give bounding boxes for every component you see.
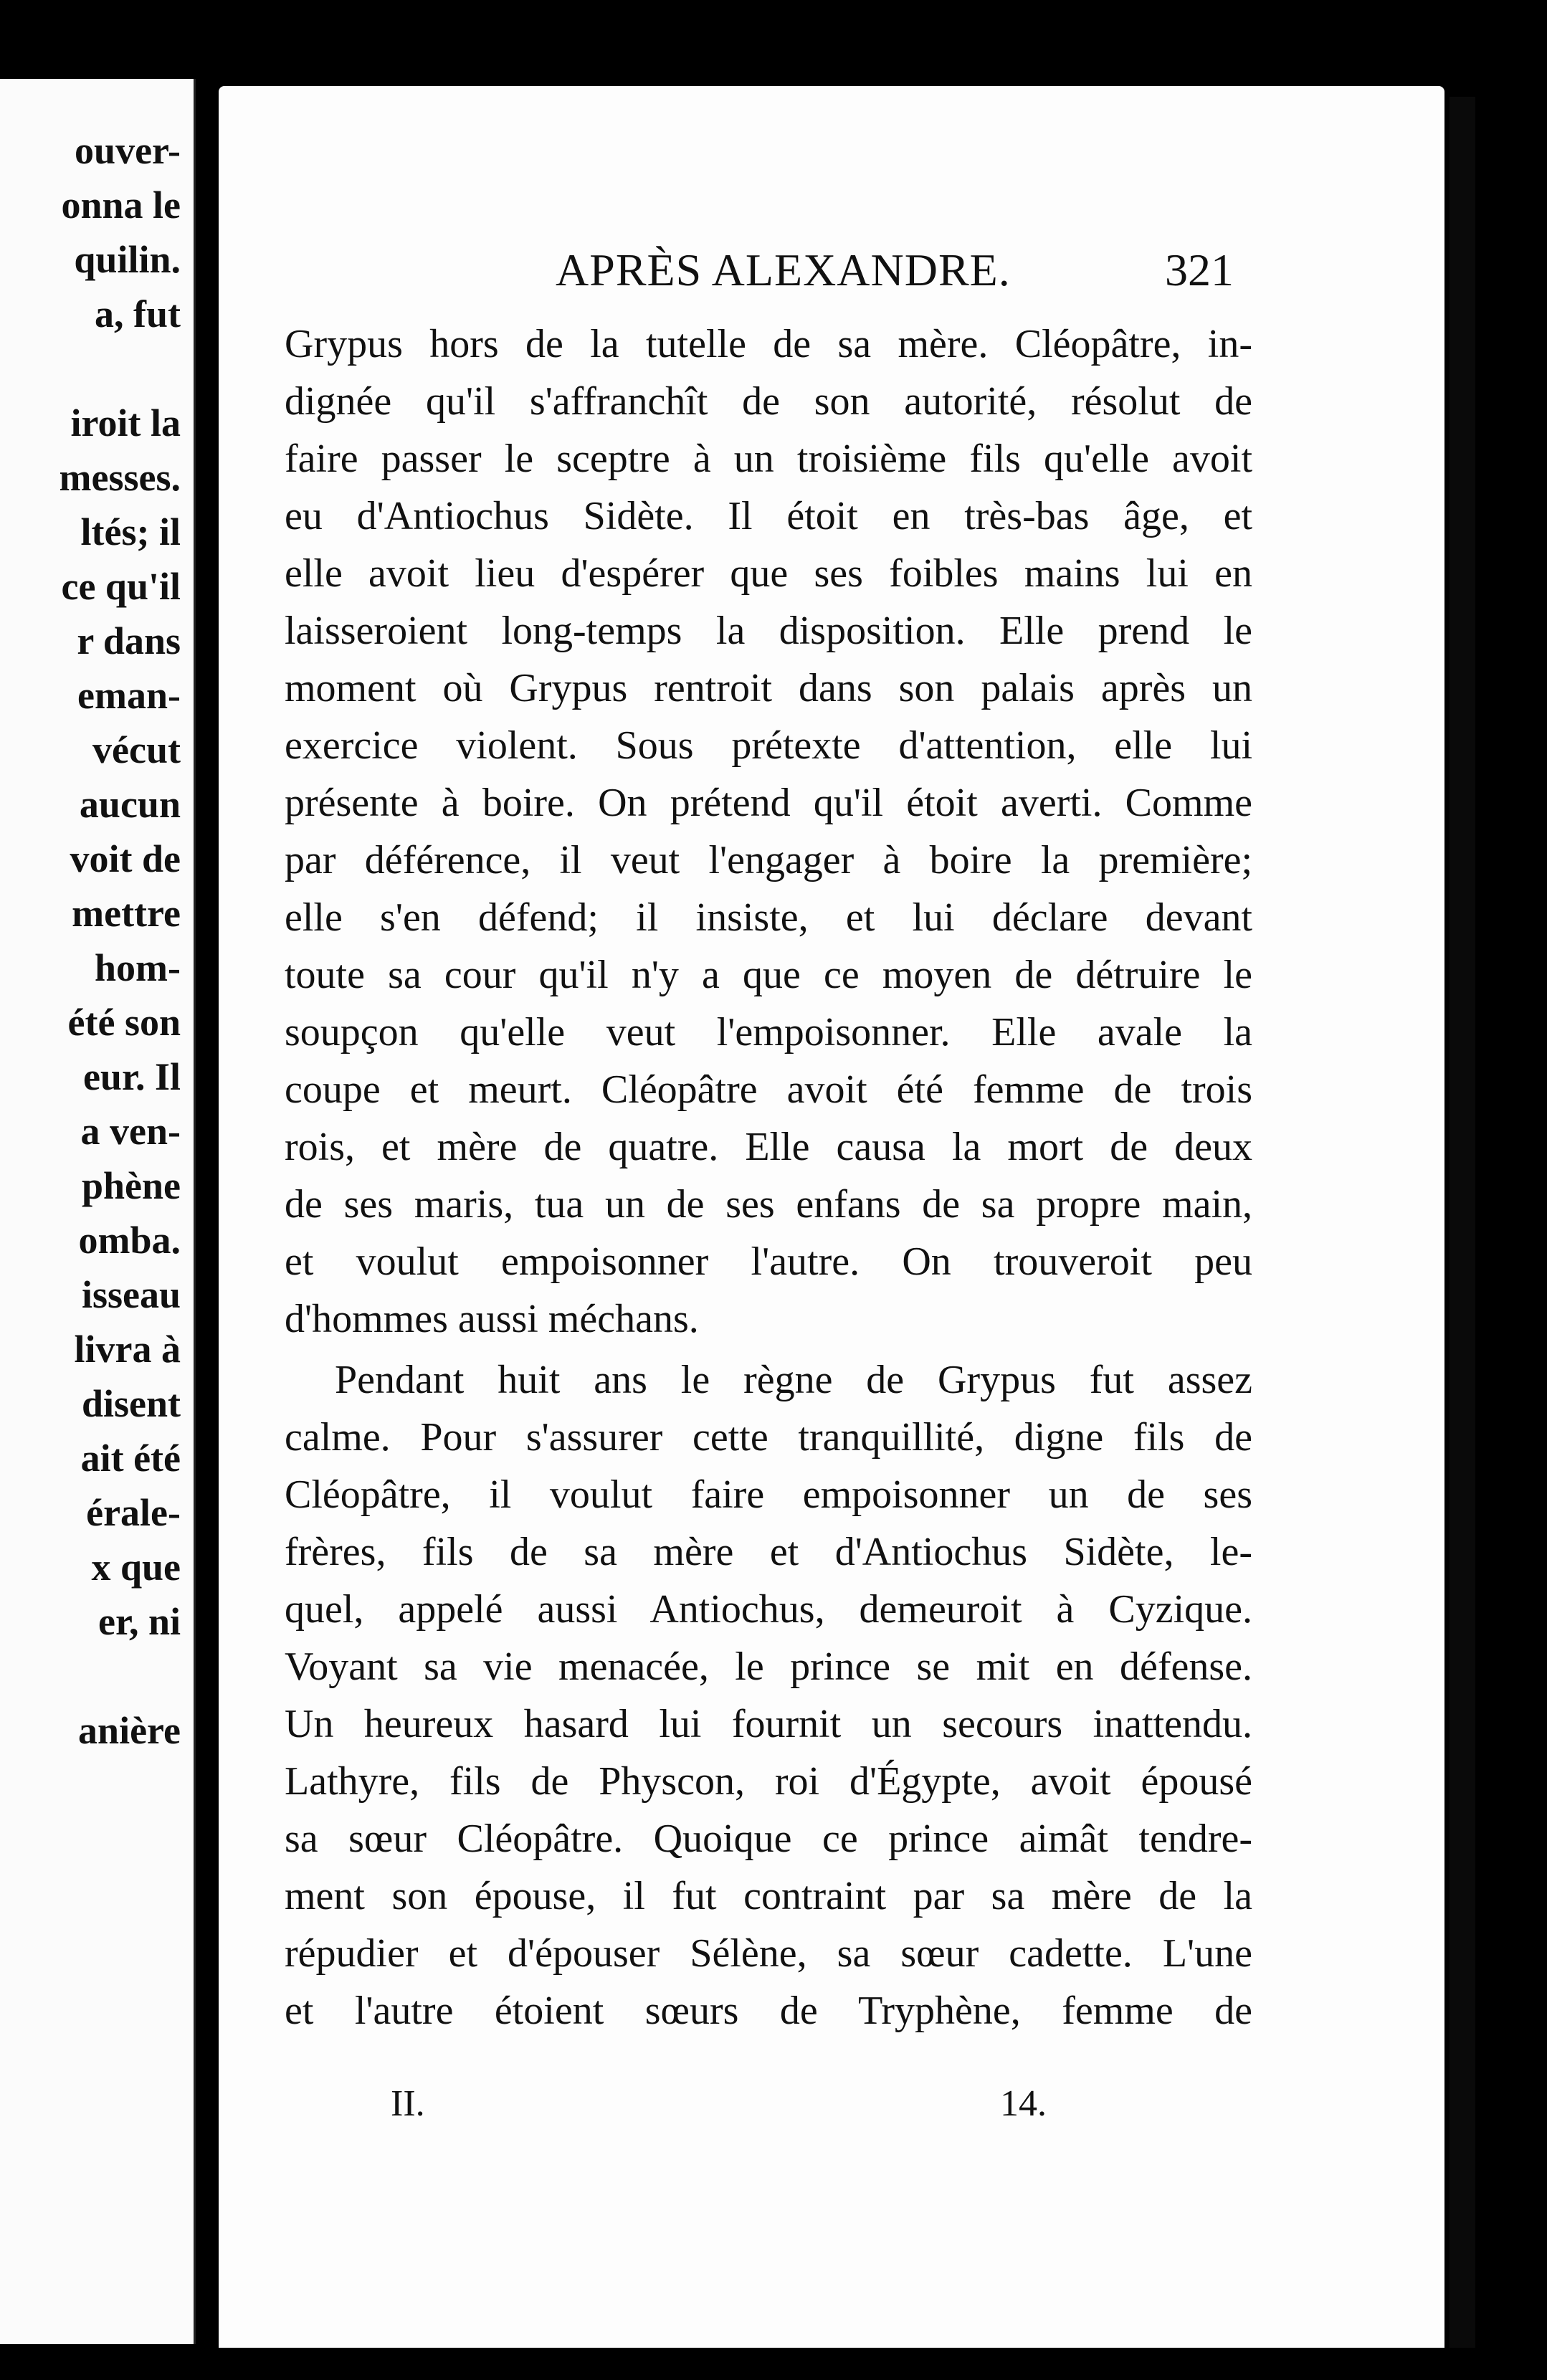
text-line: rois, et mère de quatre. Elle causa la mort de deux <box>285 1125 1252 1169</box>
left-page-line: r dans <box>77 619 181 662</box>
text-line: de ses maris, tua un de ses enfans de sa propre main, <box>285 1182 1252 1227</box>
left-page-line: onna le <box>61 184 181 227</box>
text-line: calme. Pour s'assurer cette tranquillité, digne fils de <box>285 1415 1252 1460</box>
left-page-line: eur. Il <box>82 1055 181 1098</box>
left-page-line: phène <box>81 1164 181 1207</box>
text-line: Lathyre, fils de Physcon, roi d'Égypte, avoit épousé <box>285 1759 1252 1804</box>
text-line: et l'autre étoient sœurs de Tryphène, femme de <box>285 1989 1252 2033</box>
left-page-line: x que <box>91 1546 181 1589</box>
left-page-line: vécut <box>92 728 181 771</box>
sheet-number: 14. <box>1000 2083 1047 2124</box>
right-page <box>219 86 1444 2348</box>
text-line: par déférence, il veut l'engager à boire la première; <box>285 838 1252 882</box>
left-page-line: mettre <box>72 892 181 935</box>
signature-mark: II. <box>391 2083 425 2124</box>
left-page-fragment <box>0 79 196 2344</box>
left-page-line: ait été <box>80 1437 181 1480</box>
text-line: répudier et d'épouser Sélène, sa sœur cadette. L'une <box>285 1931 1252 1976</box>
text-line: Cléopâtre, il voulut faire empoisonner un de ses <box>285 1472 1252 1517</box>
left-page-line: livra à <box>74 1328 181 1371</box>
text-line: et voulut empoisonner l'autre. On trouveroit peu <box>285 1239 1252 1284</box>
left-page-line: été son <box>67 1001 181 1044</box>
text-line: exercice violent. Sous prétexte d'attention, elle lui <box>285 723 1252 768</box>
page-number: 321 <box>1165 244 1234 295</box>
left-page-line: omba. <box>78 1219 181 1262</box>
text-line: quel, appelé aussi Antiochus, demeuroit à Cyzique. <box>285 1587 1252 1632</box>
text-line: sa sœur Cléopâtre. Quoique ce prince aimât tendre- <box>285 1817 1252 1861</box>
text-line: d'hommes aussi méchans. <box>285 1297 699 1341</box>
left-page-line: iroit la <box>70 401 181 444</box>
text-line: Un heureux hasard lui fournit un secours inattendu. <box>285 1702 1252 1746</box>
left-page-line: disent <box>81 1382 181 1425</box>
left-page-line: isseau <box>81 1273 181 1316</box>
text-line: toute sa cour qu'il n'y a que ce moyen de détruire le <box>285 953 1252 997</box>
left-page-line: ltés; il <box>80 510 181 553</box>
text-line: elle s'en défend; il insiste, et lui déclare devant <box>285 895 1252 940</box>
text-line: coupe et meurt. Cléopâtre avoit été femme de trois <box>285 1067 1252 1112</box>
left-page-line: a ven- <box>80 1110 181 1153</box>
running-head <box>219 244 1444 301</box>
left-page-line: messes. <box>59 456 181 499</box>
text-line: soupçon qu'elle veut l'empoisonner. Elle avale la <box>285 1010 1252 1055</box>
left-page-line: quilin. <box>74 238 181 281</box>
text-line: eu d'Antiochus Sidète. Il étoit en très-bas âge, et <box>285 494 1252 538</box>
left-page-line: érale- <box>86 1491 181 1534</box>
text-line: ment son épouse, il fut contraint par sa mère de la <box>285 1874 1252 1918</box>
text-line: faire passer le sceptre à un troisième fils qu'elle avoit <box>285 437 1252 481</box>
text-line: laisseroient long-temps la disposition. Elle prend le <box>285 609 1252 653</box>
text-line: dignée qu'il s'affranchît de son autorité, résolut de <box>285 379 1252 424</box>
running-title: APRÈS ALEXANDRE. <box>556 244 1011 295</box>
left-page-line: hom- <box>95 946 181 989</box>
left-page-line: ouver- <box>75 129 181 172</box>
text-line: Pendant huit ans le règne de Grypus fut assez <box>335 1358 1252 1402</box>
text-line: moment où Grypus rentroit dans son palais après un <box>285 666 1252 710</box>
left-page-line: eman- <box>77 674 181 717</box>
left-page-line: aucun <box>79 783 181 826</box>
text-line: Voyant sa vie menacée, le prince se mit en défense. <box>285 1644 1252 1689</box>
left-page-line: ce qu'il <box>61 565 181 608</box>
page-edge <box>1450 97 1475 2348</box>
left-page-line: a, fut <box>95 292 181 335</box>
text-line: présente à boire. On prétend qu'il étoit averti. Comme <box>285 781 1252 825</box>
text-line: elle avoit lieu d'espérer que ses foibles mains lui en <box>285 551 1252 596</box>
text-line: frères, fils de sa mère et d'Antiochus Sidète, le- <box>285 1530 1252 1574</box>
left-page-line: anière <box>78 1709 181 1752</box>
text-line: Grypus hors de la tutelle de sa mère. Cléopâtre, in- <box>285 322 1252 366</box>
left-page-line: voit de <box>70 837 181 880</box>
left-page-line: er, ni <box>97 1600 181 1643</box>
